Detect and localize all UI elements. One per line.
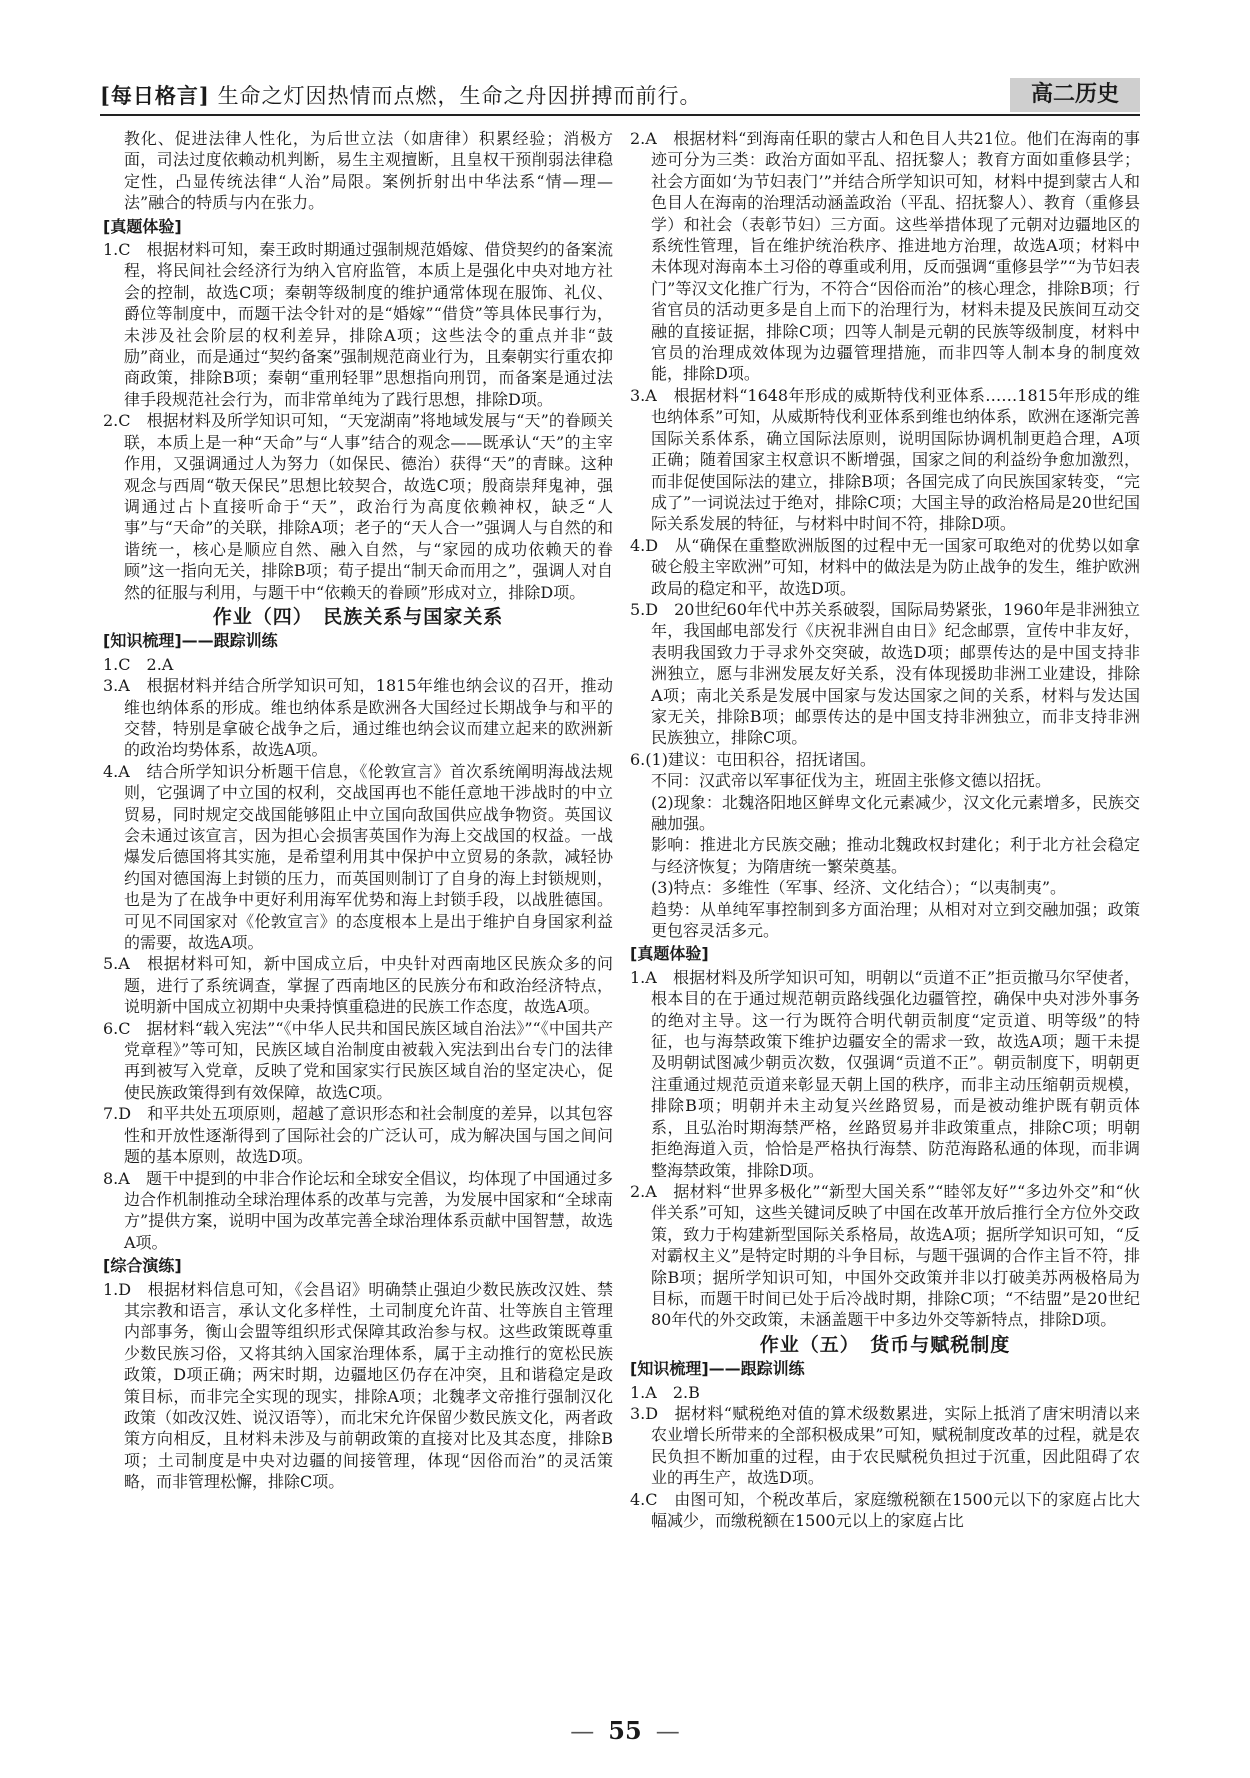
answer-item: 2.A 据材料“世界多极化”“新型大国关系”“睦邻友好”“多边外交”和“伙伴关系”可知，这些关键词反映了中国在改革开放后推行全方位外交政策，致力于构建新型国际关系格局，故选A项；据所学知识可知，“反对霸权主义”是特定时期的斗争目标，与题干强调的合作主旨不符，排除B项；据所学知识可知，中国外交政策并非以打破美苏两极格局为目标，而题干时间已处于后冷战时期，排除C项；“不结盟”是20世纪80年代的外交政策，未涵盖题干中多边外交等新特点，排除D项。 [630, 1181, 1140, 1330]
answer-subitem: 影响：推进北方民族交融；推动北魏政权封建化；利于北方社会稳定与经济恢复；为隋唐统一繁荣奠基。 [651, 835, 1140, 876]
motto-label: [每日格言] [100, 83, 210, 108]
assignment-title: 作业（四） 民族关系与国家关系 [212, 605, 504, 628]
left-column [103, 128, 613, 1493]
daily-motto [100, 80, 702, 110]
answer-subitem: (2)现象：北魏洛阳地区鲜卑文化元素减少，汉文化元素增多，民族交融加强。 [651, 792, 1140, 833]
answer-item: 2.A 根据材料“到海南任职的蒙古人和色目人共21位。他们在海南的事迹可分为三类：政治方面如平乱、招抚黎人；教育方面如重修县学；社会方面如‘为节妇表门’”并结合所学知识可知，材料中提到蒙古人和色目人在海南的治理活动涵盖政治（平乱、招抚黎人）、教育（重修县学）和社会（表彰节妇）三方面。这些举措体现了元朝对边疆地区的系统性管理，旨在维护统治秩序、推进地方治理，故选A项；材料中未体现对海南本土习俗的尊重或利用，反而强调“重修县学”“为节妇表门”等汉文化推广行为，不符合“因俗而治”的核心理念，排除B项；行省官员的活动更多是自上而下的治理行为，材料未提及民族间互动交融的直接证据，排除C项；四等人制是元朝的民族等级制度，材料中官员的治理成效体现为边疆管理措施，而非四等人制本身的制度效能，排除D项。 [630, 129, 1140, 384]
page-header [100, 78, 1140, 118]
section-heading: [真题体验] [103, 216, 182, 236]
assignment-title: 作业（五） 货币与赋税制度 [759, 1333, 1011, 1356]
page-number-value: 55 [608, 1716, 642, 1745]
section-heading: [知识梳理]——跟踪训练 [630, 1359, 805, 1379]
subject-tab: 高二历史 [1010, 78, 1140, 112]
answer-item: 1.A 根据材料及所学知识可知，明朝以“贡道不正”拒贡撤马尔罕使者，根本目的在于通过规范朝贡路线强化边疆管控，确保中央对涉外事务的绝对主导。这一行为既符合明代朝贡制度“定贡道、明等级”的特征，也与海禁政策下维护边疆安全的需求一致，故选A项；题干未提及明朝试图减少朝贡次数，仅强调“贡道不正”。朝贡制度下，明朝更注重通过规范贡道来彰显天朝上国的秩序，而非主动压缩朝贡规模，排除B项；明朝并未主动复兴丝路贸易，而是被动维护既有朝贡体系，且弘治时期海禁严格，丝路贸易并非政策重点，排除C项；明朝拒绝海道入贡，恰恰是严格执行海禁、防范海路私通的体现，而非调整海禁政策，排除D项。 [630, 967, 1140, 1180]
answer-item: 3.A 根据材料“1648年形成的威斯特伐利亚体系……1815年形成的维也纳体系”可知，从威斯特伐利亚体系到维也纳体系，欧洲在逐渐完善国际关系体系，确立国际法原则，说明国际协调机制更趋合理，A项正确；随着国家主权意识不断增强，国家之间的利益纷争愈加激烈，而非促使国际法的建立，排除B项；各国完成了向民族国家转变，“完成了”一词说法过于绝对，排除C项；大国主导的政治格局是20世纪国际关系发展的特征，与材料中时间不符，排除D项。 [630, 385, 1140, 534]
section-heading: [知识梳理]——跟踪训练 [103, 631, 278, 651]
answer-item: 7.D 和平共处五项原则，超越了意识形态和社会制度的差异，以其包容性和开放性逐渐得到了国际社会的广泛认可，成为解决国与国之间问题的基本原则，故选D项。 [103, 1104, 613, 1167]
motto-text: 生命之灯因热情而点燃，生命之舟因拼搏而前行。 [217, 84, 702, 108]
answer-item: 2.C 根据材料及所学知识可知，“天宠湖南”将地域发展与“天”的眷顾关联，本质上是一种“天命”与“人事”结合的观念——既承认“天”的主宰作用，又强调通过人为努力（如保民、德治）获得“天”的青睐。这种观念与西周“敬天保民”思想比较契合，故选C项；殷商崇拜鬼神，强调通过占卜直接听命于“天”，政治行为高度依赖神权，缺乏“人事”与“天命”的关联，排除A项；老子的“天人合一”强调人与自然的和谐统一，核心是顺应自然、融入自然，与“家园的成功依赖天的眷顾”这一指向无关，排除B项；荀子提出“制天命而用之”，强调人对自然的征服与利用，与题干中“依赖天的眷顾”形成对立，排除D项。 [103, 411, 613, 602]
intro-paragraph: 教化、促进法律人性化，为后世立法（如唐律）积累经验；消极方面，司法过度依赖动机判断，易生主观擅断，且皇权干预削弱法律稳定性，凸显传统法律“人治”局限。案例折射出中华法系“情—理—法”融合的特质与内在张力。 [124, 129, 613, 213]
answer-item: 1.A 2.B [630, 1382, 700, 1402]
answer-item: 8.A 题干中提到的中非合作论坛和全球安全倡议，均体现了中国通过多边合作机制推动全球治理体系的改革与完善，为发展中国家和“全球南方”提供方案，说明中国为改革完善全球治理体系贡献中国智慧，故选A项。 [103, 1168, 613, 1252]
section-heading: [真题体验] [630, 944, 709, 964]
answer-item: 4.A 结合所学知识分析题干信息，《伦敦宣言》首次系统阐明海战法规则，它强调了中立国的权利，交战国再也不能任意地干涉战时的中立贸易，同时规定交战国能够阻止中立国向敌国供应战争物资。英国议会未通过该宣言，因为担心会损害英国作为海上交战国的权益。一战爆发后德国将其实施，是希望利用其中保护中立贸易的条款，减轻协约国对德国海上封锁的压力，而英国则制订了自身的海上封锁规则，也是为了在战争中更好利用海军优势和海上封锁手段，以战胜德国。可见不同国家对《伦敦宣言》的态度根本上是出于维护自身国家利益的需要，故选A项。 [103, 761, 613, 953]
answer-item: 1.C 2.A [103, 654, 174, 674]
answer-item: 4.D 从“确保在重整欧洲版图的过程中无一国家可取绝对的优势以如拿破仑般主宰欧洲”可知，材料中的做法是为防止战争的发生，维护欧洲政局的稳定和平，故选D项。 [630, 535, 1140, 598]
page-number [0, 1716, 1250, 1745]
dash-left: — [570, 1717, 595, 1745]
answer-item: 6.C 据材料“载入宪法”“《中华人民共和国民族区域自治法》”“《中国共产党章程》”等可知，民族区域自治制度由被载入宪法到出台专门的法律再到被写入党章，反映了党和国家实行民族区域自治的坚定决心，促使民族政策得到有效保障，故选C项。 [103, 1018, 613, 1102]
answer-item: 5.A 根据材料可知，新中国成立后，中央针对西南地区民族众多的问题，进行了系统调查，掌握了西南地区的民族分布和政治经济特点，说明新中国成立初期中央秉持慎重稳进的民族工作态度，故选A项。 [103, 954, 613, 1017]
answer-item: 3.A 根据材料并结合所学知识可知，1815年维也纳会议的召开，推动维也纳体系的形成。维也纳体系是欧洲各大国经过长期战争与和平的交替，特别是拿破仑战争之后，通过维也纳会议而建立起来的欧洲新的政治均势体系，故选A项。 [103, 676, 613, 760]
header-rule [100, 114, 1140, 116]
answer-item: 4.C 由图可知，个税改革后，家庭缴税额在1500元以下的家庭占比大幅减少，而缴税额在1500元以上的家庭占比 [630, 1489, 1140, 1530]
answer-subitem: (3)特点：多维性（军事、经济、文化结合）；“以夷制夷”。 [651, 878, 1067, 898]
section-heading: [综合演练] [103, 1256, 182, 1276]
answer-subitem: 趋势：从单纯军事控制到多方面治理；从相对对立到交融加强；政策更包容灵活多元。 [651, 899, 1140, 941]
right-column [630, 128, 1140, 1531]
answer-item: 6.(1)建议：屯田积谷，招抚诸国。 [630, 749, 876, 769]
answer-item: 3.D 据材料“赋税绝对值的算术级数累进，实际上抵消了唐宋明清以来农业增长所带来的全部积极成果”可知，赋税制度改革的过程，就是农民负担不断加重的过程，由于农民赋税负担过于沉重，因此阻碍了农业的再生产，故选D项。 [630, 1403, 1140, 1488]
dash-right: — [655, 1717, 680, 1745]
answer-item: 1.D 根据材料信息可知，《会昌诏》明确禁止强迫少数民族改汉姓、禁其宗教和语言，承认文化多样性，土司制度允许苗、壮等族自主管理内部事务，衡山会盟等组织形式保障其政治参与权。这些政策既尊重少数民族习俗，又将其纳入国家治理体系，属于主动推行的宽松民族政策，D项正确；两宋时期，边疆地区仍存在冲突，且和谐稳定是政策目标，而非完全实现的现实，排除A项；北魏孝文帝推行强制汉化政策（如改汉姓、说汉语等），而北宋允许保留少数民族文化，两者政策方向相反，且材料未涉及与前朝政策的直接对比及其态度，排除B项；土司制度是中央对边疆的间接管理，体现“因俗而治”的灵活策略，而非管理松懈，排除C项。 [103, 1279, 613, 1492]
answer-item: 5.D 20世纪60年代中苏关系破裂，国际局势紧张，1960年是非洲独立年，我国邮电部发行《庆祝非洲自由日》纪念邮票，宣传中非友好，表明我国致力于寻求外交突破，故选D项；邮票传达的是中国支持非洲独立，愿与非洲发展友好关系，没有体现援助非洲工业建设，排除A项；南北关系是发展中国家与发达国家之间的关系，材料与发达国家无关，排除B项；邮票传达的是中国支持非洲独立，而非支持非洲民族独立，排除C项。 [630, 599, 1140, 748]
answer-subitem: 不同：汉武帝以军事征伐为主，班固主张修文德以招抚。 [651, 771, 1052, 791]
answer-item: 1.C 根据材料可知，秦王政时期通过强制规范婚嫁、借贷契约的备案流程，将民间社会经济行为纳入官府监管，本质上是强化中央对地方社会的控制，故选C项；秦朝等级制度的维护通常体现在服饰、礼仪、爵位等制度中，而题干法令针对的是“婚嫁”“借贷”等具体民事行为，未涉及社会阶层的权利差异，排除A项；这些法令的重点并非“鼓励”商业，而是通过“契约备案”强制规范商业行为，且秦朝实行重农抑商政策，排除B项；秦朝“重刑轻罪”思想指向刑罚，而备案是通过法律手段规范社会行为，而非常单纯为了践行思想，排除D项。 [103, 240, 613, 409]
